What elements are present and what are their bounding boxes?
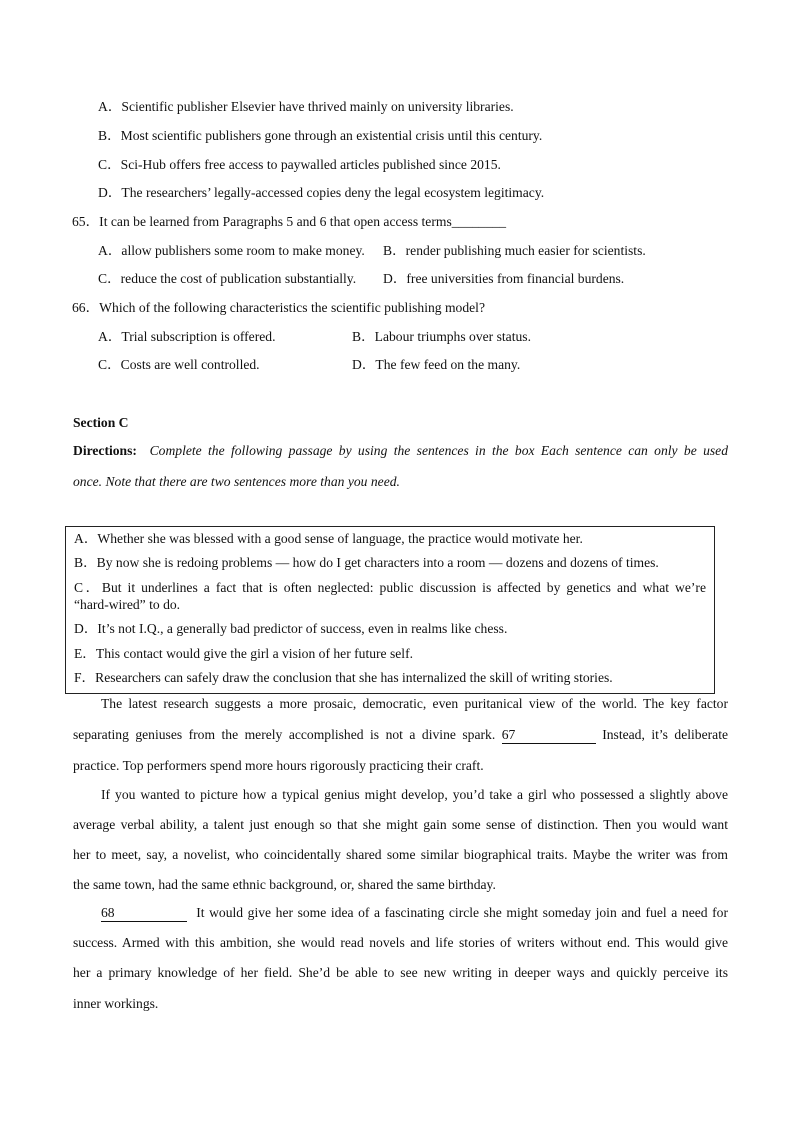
passage-p1-line-2-tail: Instead, it’s deliberate <box>602 727 729 742</box>
blank-67[interactable]: 67 <box>502 727 596 744</box>
directions-label: Directions: <box>73 443 137 458</box>
q66-stem: 66．Which of the following characteristics the scientific publishing model? <box>72 300 485 315</box>
q64-option-a: A．Scientific publisher Elsevier have thrived mainly on university libraries. <box>98 99 514 114</box>
passage-p3-line-3: her a primary knowledge of her field. She’d be able to see new writing in deeper ways and quickly perceive its <box>73 965 728 980</box>
q64-option-d: D．The researchers’ legally-accessed copies deny the legal ecosystem legitimacy. <box>98 185 545 200</box>
q64-option-b: B．Most scientific publishers gone through an existential crisis until this century. <box>98 128 543 143</box>
q64-option-c: C．Sci-Hub offers free access to paywalled articles published since 2015. <box>98 157 501 172</box>
passage-p2-line-4: the same town, had the same ethnic background, or, shared the same birthday. <box>73 877 496 892</box>
q65-option-c: C．reduce the cost of publication substantially. <box>98 271 357 286</box>
passage-p1-line-2-text: separating geniuses from the merely accomplished is not a divine spark. <box>73 727 496 742</box>
q66-option-d: D．The few feed on the many. <box>352 357 521 372</box>
q66-option-a: A．Trial subscription is offered. <box>98 329 276 344</box>
box-sentence-e: E．This contact would give the girl a vision of her future self. <box>74 646 414 661</box>
q65-option-b: B．render publishing much easier for scientists. <box>383 243 646 258</box>
passage-p1-line-1: The latest research suggests a more prosaic, democratic, even puritanical view of the world. The key factor <box>101 696 728 711</box>
box-sentence-d: D．It’s not I.Q., a generally bad predictor of success, even in realms like chess. <box>74 621 508 636</box>
box-sentence-c-line-1: C．But it underlines a fact that is often neglected: public discussion is affected by genetics and what we’re <box>74 580 706 595</box>
passage-p3-line-4: inner workings. <box>73 996 159 1011</box>
q65-option-d: D．free universities from financial burdens. <box>383 271 625 286</box>
q66-option-c: C．Costs are well controlled. <box>98 357 260 372</box>
passage-p2-line-1: If you wanted to picture how a typical genius might develop, you’d take a girl who possessed a slightly above <box>101 787 728 802</box>
directions-line-1 <box>73 442 728 460</box>
passage-p3-line-1 <box>101 904 728 922</box>
q65-option-a: A．allow publishers some room to make money. <box>98 243 365 258</box>
q65-stem: 65．It can be learned from Paragraphs 5 and 6 that open access terms________ <box>72 214 507 229</box>
q66-option-b: B．Labour triumphs over status. <box>352 329 531 344</box>
passage-p3-line-1-text: It would give her some idea of a fascinating circle she might someday join and fuel a need for <box>196 905 728 920</box>
passage-p3-line-2: success. Armed with this ambition, she would read novels and life stories of writers without end. This would give <box>73 935 728 950</box>
passage-p1-line-3: practice. Top performers spend more hours rigorously practicing their craft. <box>73 758 484 773</box>
box-sentence-b: B．By now she is redoing problems — how do I get characters into a room — dozens and dozens of times. <box>74 555 659 570</box>
sentence-box <box>65 526 715 694</box>
box-sentence-a: A．Whether she was blessed with a good sense of language, the practice would motivate her. <box>74 531 583 546</box>
blank-68[interactable]: 68 <box>101 905 187 922</box>
section-title: Section C <box>73 415 129 430</box>
directions-line-2: once. Note that there are two sentences more than you need. <box>73 474 400 489</box>
passage-p1-line-2 <box>73 726 728 744</box>
directions-text-1: Complete the following passage by using the sentences in the box Each sentence can only be used <box>149 443 728 458</box>
box-sentence-f: F．Researchers can safely draw the conclusion that she has internalized the skill of writing stories. <box>74 670 613 685</box>
box-sentence-c-line-2: “hard-wired” to do. <box>74 597 181 612</box>
passage-p2-line-2: average verbal ability, a talent just enough so that she might gain some sense of distinction. Then you would want <box>73 817 728 832</box>
passage-p2-line-3: her to meet, say, a novelist, who coincidentally shared some similar biographical traits. Maybe the writer was from <box>73 847 728 862</box>
